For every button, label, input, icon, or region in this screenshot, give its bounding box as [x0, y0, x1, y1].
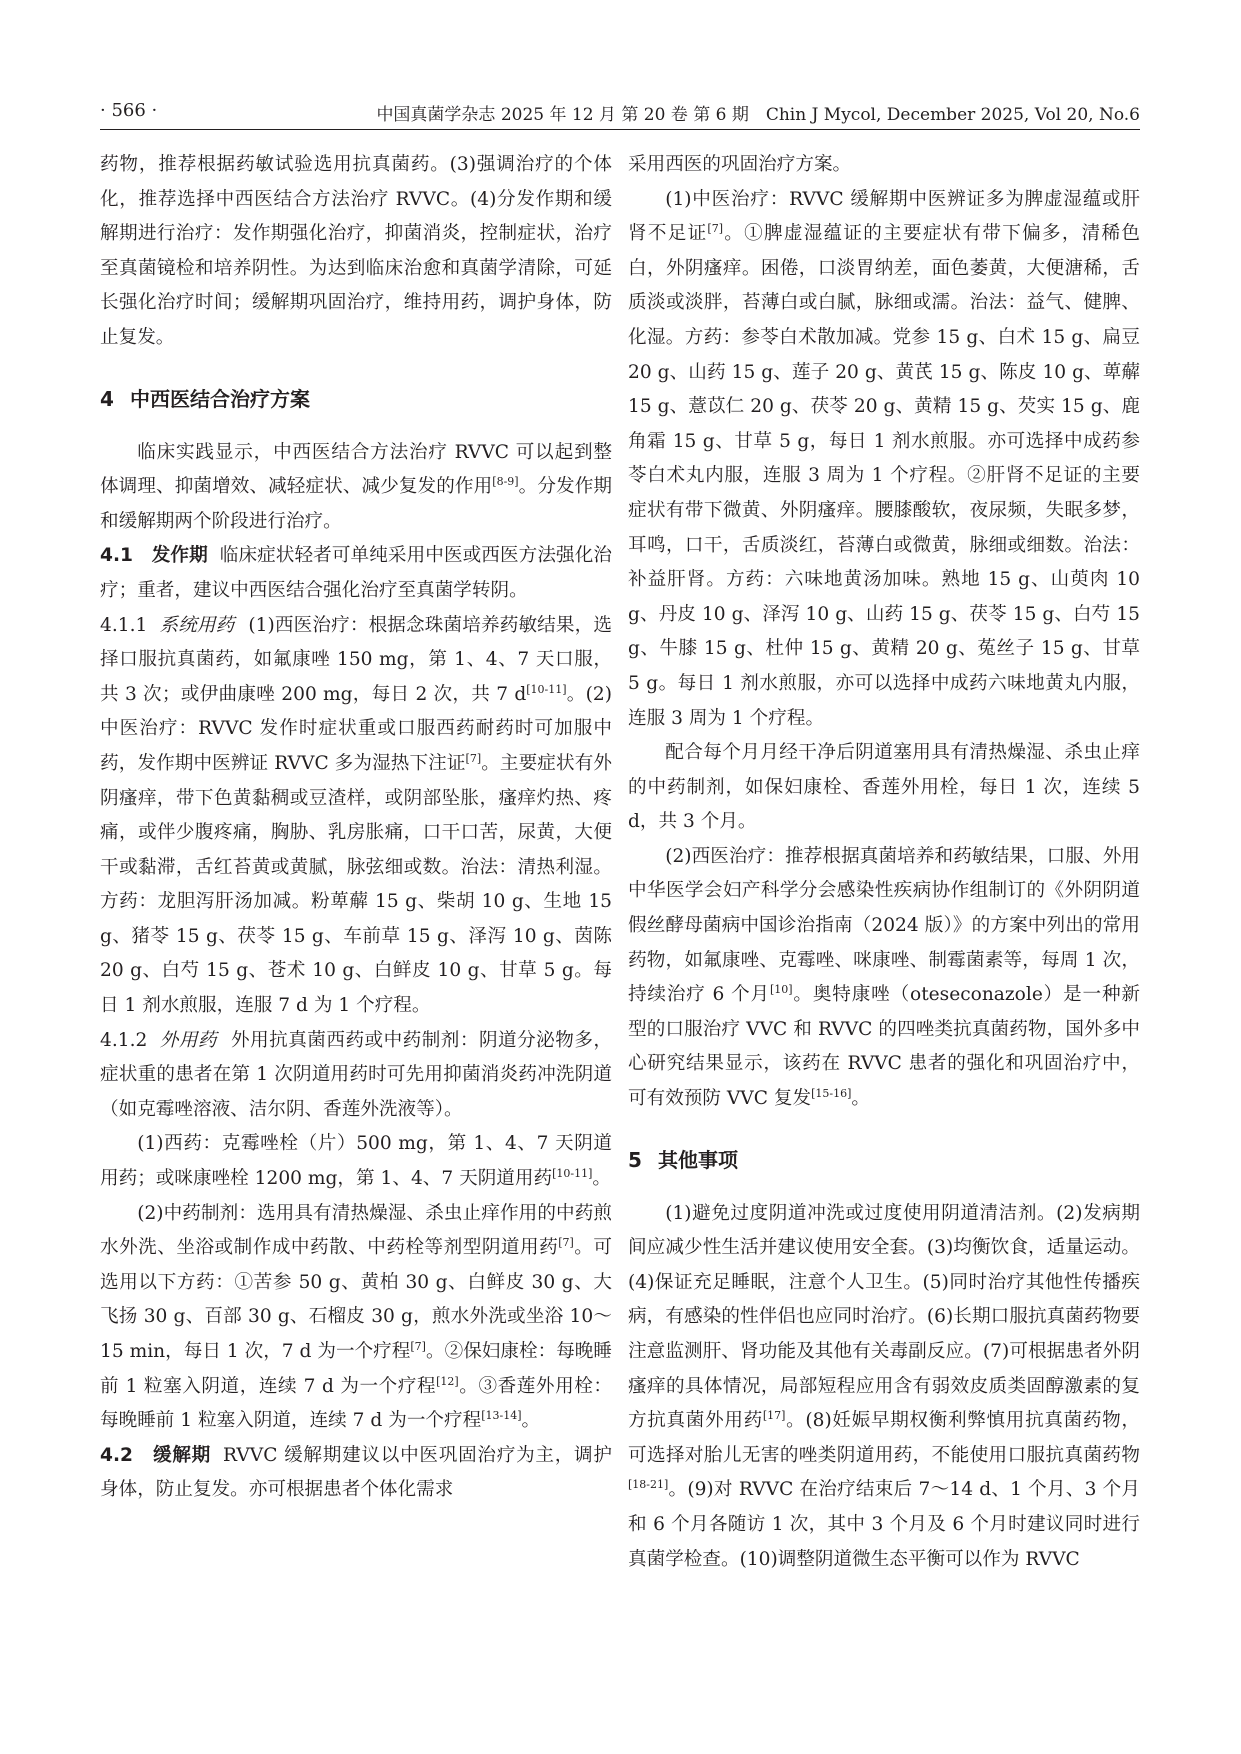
citation-ref: [7]	[558, 1236, 574, 1250]
body-text: 。③香莲外用栓：每晚睡前 1 粒塞入阴道，连续 7 d 为一个疗程	[100, 1375, 612, 1432]
paragraph	[100, 609, 612, 1024]
subsubsection-title: 系统用药	[159, 614, 235, 636]
paragraph	[628, 840, 1140, 1117]
subsubsection-number: 4.1.1	[100, 614, 148, 636]
citation-ref: [12]	[436, 1374, 459, 1388]
section-title: 中西医结合治疗方案	[130, 386, 310, 411]
paragraph	[100, 1127, 612, 1196]
body-text: 。分发作期和缓解期两个阶段进行治疗。	[100, 476, 612, 532]
body-text: 。	[521, 1410, 541, 1432]
body-text: RVVC 缓解期建议以中医巩固治疗为主，调护身体，防止复发。亦可根据患者个体化需求	[100, 1444, 612, 1501]
body-text: 。②保妇康栓：每晚睡前 1 粒塞入阴道，连续 7 d 为一个疗程	[100, 1341, 612, 1397]
body-text: 。可选用以下方药：①苦参 50 g、黄柏 30 g、白鲜皮 30 g、大飞扬 30 g、百部 30 g、石榴皮 30 g，煎水外洗或坐浴 10～15 min，每日 1 次，7 d 为一个疗程	[100, 1237, 612, 1362]
citation-ref: [8-9]	[492, 475, 519, 489]
body-text: 。	[851, 1088, 870, 1110]
journal-citation: 中国真菌学杂志 2025 年 12 月 第 20 卷 第 6 期 Chin J Mycol, December 2025, Vol 20, No.6	[376, 105, 1140, 125]
section-number: 4	[100, 386, 114, 411]
subsubsection-number: 4.1.2	[100, 1029, 148, 1051]
section-heading	[628, 1143, 1140, 1177]
body-text: (2)西医治疗：推荐根据真菌培养和药敏结果，口服、外用中华医学会妇产科学分会感染性疾病协作组制订的《外阴阴道假丝酵母菌病中国诊治指南（2024 版）》的方案中列出的常用药物，如氟康唑、克霉唑、咪康唑、制霉菌素等，每周 1 次，持续治疗 6 个月	[628, 845, 1140, 1006]
body-text: (1)西药：克霉唑栓（片）500 mg，第 1、4、7 天阴道用药；或咪康唑栓 1200 mg，第 1、4、7 天阴道用药	[100, 1133, 612, 1190]
body-text: 。奥特康唑（oteseconazole）是一种新型的口服治疗 VVC 和 RVVC 的四唑类抗真菌药物，国外多中心研究结果显示，该药在 RVVC 患者的强化和巩固治疗中，可有效预防 VVC 复发	[628, 984, 1141, 1110]
body-text: (1)西医治疗：根据念珠菌培养药敏结果，选择口服抗真菌药，如氟康唑 150 mg，第 1、4、7 天口服，共 3 次；或伊曲康唑 200 mg，每日 2 次，共 7 d	[100, 614, 612, 705]
body-text: 。(2)中医治疗：RVVC 发作时症状重或口服西药耐药时可加服中药，发作期中医辨证 RVVC 多为湿热下注证	[100, 683, 613, 774]
body-text: 采用西医的巩固治疗方案。	[628, 154, 852, 175]
body-text: (2)中药制剂：选用具有清热燥湿、杀虫止痒作用的中药煎水外洗、坐浴或制作成中药散、中药栓等剂型阴道用药	[100, 1202, 612, 1259]
citation-ref: [10-11]	[526, 682, 567, 696]
body-text: 。①脾虚湿蕴证的主要症状有带下偏多，清稀色白，外阴瘙痒。困倦，口淡胃纳差，面色萎黄，大便溏稀，舌质淡或淡胖，苔薄白或白腻，脉细或濡。治法：益气、健脾、化湿。方药：参苓白术散加减。党参 15 g、白术 15 g、扁豆 20 g、山药 15 g、莲子 20 g、黄芪 15 g、陈皮 10 g、萆薢 15 g、薏苡仁 20 g、茯苓 20 g、黄精 15 g、芡实 15 g、鹿角霜 15 g、甘草 5 g，每日 1 剂水煎服。亦可选择中成药参苓白术丸内服，连服 3 周为 1 个疗程。②肝肾不足证的主要症状有带下微黄、外阴瘙痒。腰膝酸软，夜尿频，失眠多梦，耳鸣，口干，舌质淡红，苔薄白或微黄，脉细或细数。治法：补益肝肾。方药：六味地黄汤加味。熟地 15 g、山萸肉 10 g、丹皮 10 g、泽泻 10 g、山药 15 g、茯苓 15 g、白芍 15 g、牛膝 15 g、杜仲 15 g、黄精 20 g、菟丝子 15 g、甘草 5 g。每日 1 剂水煎服，亦可以选择中成药六味地黄丸内服，连服 3 周为 1 个疗程。	[628, 223, 1140, 729]
subsection-heading: 4.2 缓解期	[100, 1444, 212, 1466]
citation-ref: [15-16]	[811, 1087, 852, 1101]
section-title: 其他事项	[658, 1147, 738, 1172]
body-text: 配合每个月月经干净后阴道塞用具有清热燥湿、杀虫止痒的中药制剂，如保妇康栓、香莲外用栓，每日 1 次，连续 5 d，共 3 个月。	[628, 742, 1140, 833]
citation-ref: [17]	[762, 1409, 786, 1423]
paragraph	[100, 436, 612, 540]
left-column	[100, 148, 612, 1508]
citation-ref: [7]	[465, 751, 482, 765]
citation-ref: [18-21]	[628, 1478, 669, 1492]
body-text: 药物，推荐根据药敏试验选用抗真菌药。(3)强调治疗的个体化，推荐选择中西医结合方法治疗 RVVC。(4)分发作期和缓解期进行治疗：发作期强化治疗，抑菌消炎，控制症状，治疗至真菌镜检和培养阴性。为达到临床治愈和真菌学清除，可延长强化治疗时间；缓解期巩固治疗，维持用药，调护身体，防止复发。	[100, 154, 612, 348]
subsubsection-title: 外用药	[159, 1029, 218, 1051]
page-number: · 566 ·	[100, 100, 158, 121]
paragraph	[100, 1439, 612, 1508]
body-text: 临床实践显示，中西医结合方法治疗 RVVC 可以起到整体调理、抑菌增效、减轻症状、减少复发的作用	[100, 441, 612, 498]
header-rule	[100, 129, 1140, 130]
body-text: 外用抗真菌西药或中药制剂：阴道分泌物多，症状重的患者在第 1 次阴道用药时可先用抑菌消炎药冲洗阴道（如克霉唑溶液、洁尔阴、香莲外洗液等）。	[100, 1029, 612, 1120]
body-text: 。(9)对 RVVC 在治疗结束后 7～14 d、1 个月、3 个月和 6 个月各随访 1 次，其中 3 个月及 6 个月时建议同时进行真菌学检查。(10)调整阴道微生态平衡可以作为 RVVC	[628, 1479, 1140, 1570]
body-text: 。	[592, 1168, 611, 1190]
body-text: 临床症状轻者可单纯采用中医或西医方法强化治疗；重者，建议中西医结合强化治疗至真菌学转阴。	[100, 545, 612, 601]
running-header	[100, 96, 1140, 130]
paragraph	[100, 148, 612, 356]
paragraph	[628, 183, 1140, 737]
body-text: 。(8)妊娠早期权衡利弊慎用抗真菌药物，可选择对胎儿无害的唑类阴道用药，不能使用口服抗真菌药物	[628, 1410, 1140, 1466]
body-text: (1)中医治疗：RVVC 缓解期中医辨证多为脾虚湿蕴或肝肾不足证	[628, 188, 1140, 245]
body-text: 。主要症状有外阴瘙痒，带下色黄黏稠或豆渣样，或阴部坠胀，瘙痒灼热、疼痛，或伴少腹疼痛，胸胁、乳房胀痛，口干口苦，尿黄，大便干或黏滞，舌红苔黄或黄腻，脉弦细或数。治法：清热利湿。方药：龙胆泻肝汤加减。粉萆薢 15 g、柴胡 10 g、生地 15 g、猪苓 15 g、茯苓 15 g、车前草 15 g、泽泻 10 g、茵陈 20 g、白芍 15 g、苍术 10 g、白鲜皮 10 g、甘草 5 g。每日 1 剂水煎服，连服 7 d 为 1 个疗程。	[100, 752, 612, 1017]
paragraph	[628, 148, 1140, 183]
body-text: (1)避免过度阴道冲洗或过度使用阴道清洁剂。(2)发病期间应减少性生活并建议使用安全套。(3)均衡饮食，适量运动。(4)保证充足睡眠，注意个人卫生。(5)同时治疗其他性传播疾病，有感染的性伴侣也应同时治疗。(6)长期口服抗真菌药物要注意监测肝、肾功能及其他有关毒副反应。(7)可根据患者外阴瘙痒的具体情况，局部短程应用含有弱效皮质类固醇激素的复方抗真菌外用药	[628, 1202, 1140, 1432]
paragraph	[628, 736, 1140, 840]
paragraph	[100, 539, 612, 608]
paragraph	[100, 1197, 612, 1439]
right-column	[628, 148, 1140, 1577]
subsection-heading: 4.1 发作期	[100, 545, 208, 567]
section-heading	[100, 382, 612, 416]
citation-ref: [7]	[707, 222, 724, 236]
citation-ref: [7]	[410, 1340, 426, 1353]
section-number: 5	[628, 1147, 642, 1172]
paragraph	[100, 1024, 612, 1128]
paragraph	[628, 1197, 1140, 1578]
citation-ref: [10-11]	[552, 1167, 593, 1181]
citation-ref: [13-14]	[481, 1409, 522, 1423]
citation-ref: [10]	[769, 983, 793, 997]
